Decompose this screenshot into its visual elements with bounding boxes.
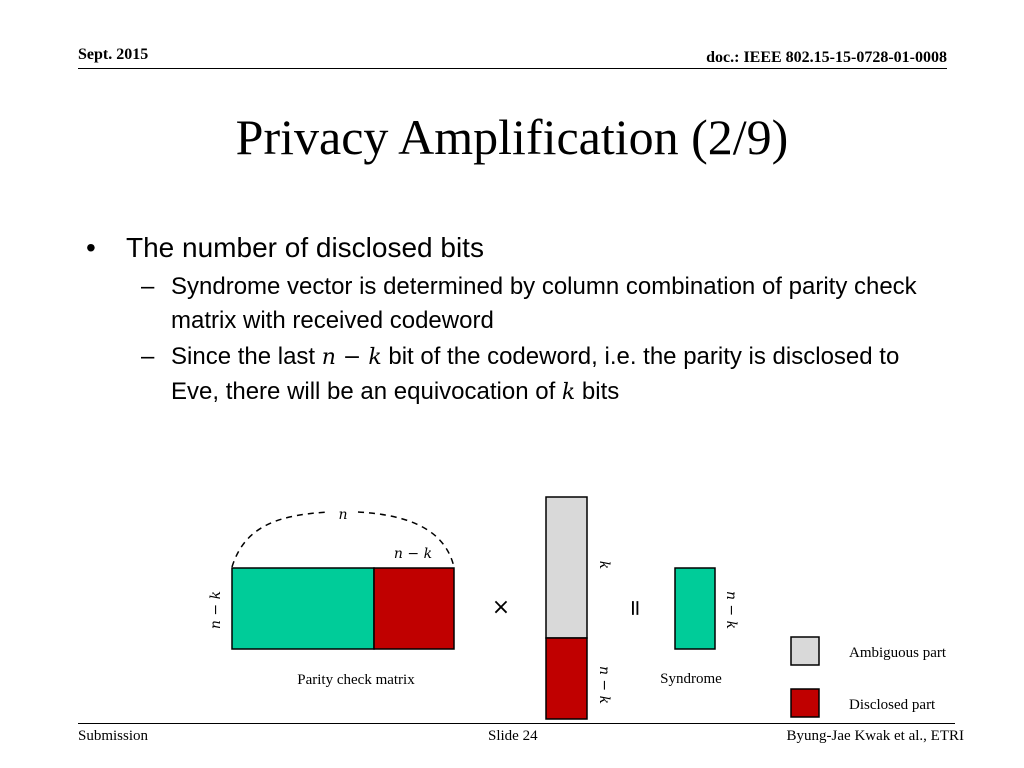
- sub-bullet-2-text-b: bit of the codeword, i.e. the parity is disclosed to Eve, there will be an equivocation of: [171, 343, 900, 405]
- times-sign: ×: [491, 595, 511, 620]
- legend-ambiguous-swatch: [791, 637, 819, 665]
- label-n-minus-k-left: n − k: [208, 590, 224, 630]
- syndrome-caption: Syndrome: [660, 671, 722, 687]
- math-k: k: [368, 345, 382, 370]
- label-n: n: [338, 507, 348, 523]
- footer-submission: Submission: [78, 728, 149, 744]
- sub-bullet-2-text-a: Since the last: [171, 343, 322, 370]
- header-date: Sept. 2015: [78, 46, 149, 63]
- sub-bullet-2-text-c: bits: [575, 378, 620, 405]
- sub-bullet-dash: –: [141, 343, 155, 370]
- bullet-dot: •: [86, 232, 96, 263]
- math-k-2: k: [561, 380, 576, 405]
- legend-disclosed-label: Disclosed part: [849, 697, 936, 713]
- sub-bullet-1-text: Syndrome vector is determined by column combination of parity check matrix with received codeword: [171, 273, 917, 334]
- codeword-red: [546, 638, 587, 719]
- slide-title: Privacy Amplification (2/9): [235, 109, 789, 165]
- legend-disclosed-swatch: [791, 689, 819, 717]
- math-n: n: [321, 345, 336, 370]
- label-k-vector: k: [596, 560, 612, 570]
- math-minus: −: [335, 345, 369, 370]
- parity-caption: Parity check matrix: [297, 672, 415, 688]
- label-n-minus-k-top: n − k: [393, 546, 433, 562]
- label-n-minus-k-syndrome: n − k: [723, 590, 739, 630]
- sub-bullet-dash: –: [141, 273, 155, 300]
- footer-author: Byung-Jae Kwak et al., ETRI: [786, 728, 964, 744]
- legend-ambiguous-label: Ambiguous part: [849, 645, 947, 661]
- footer-slide-number: Slide 24: [488, 728, 538, 744]
- n-dashed-arc: [232, 512, 328, 567]
- footer-divider: [78, 723, 955, 724]
- parity-matrix-red: [374, 568, 454, 649]
- equals-sign: =: [622, 598, 647, 618]
- codeword-gray: [546, 497, 587, 638]
- header-doc-id: doc.: IEEE 802.15-15-0728-01-0008: [706, 49, 947, 66]
- syndrome-green: [675, 568, 715, 649]
- parity-matrix-green: [232, 568, 374, 649]
- label-n-minus-k-vector: n − k: [596, 665, 612, 705]
- bullet-main-text: The number of disclosed bits: [126, 232, 484, 263]
